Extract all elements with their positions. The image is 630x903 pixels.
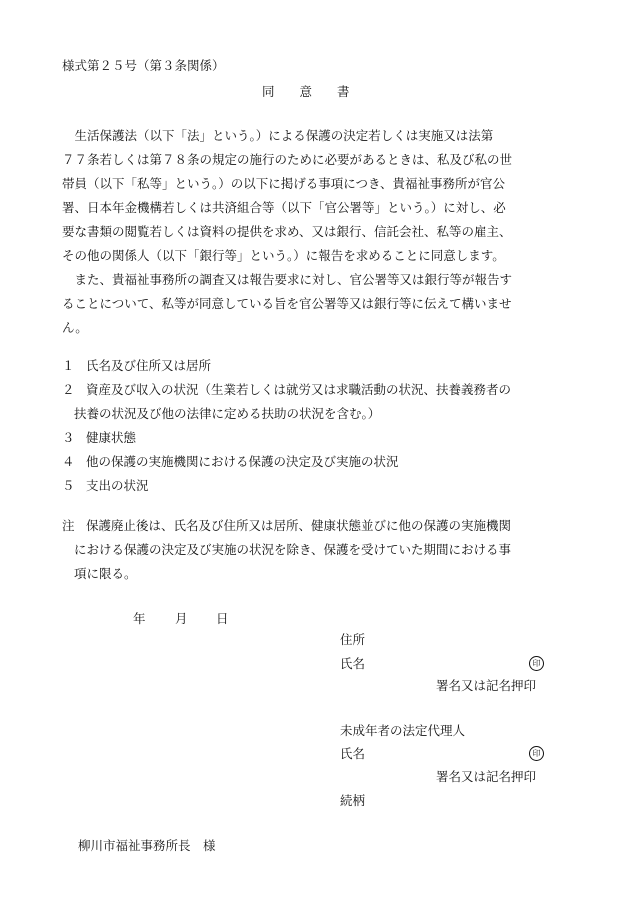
seal-mark: 印	[529, 656, 544, 671]
list-item	[62, 354, 562, 378]
note-text: における保護の決定及び実施の状況を除き、保護を受けていた期間における事	[74, 542, 512, 557]
body-line: ７７条若しくは第７８条の規定の施行のために必要があるときは、私及び私の世	[62, 152, 513, 167]
guardian-signature-note: 署名又は記名押印	[436, 769, 537, 784]
address-label: 住所	[340, 632, 366, 647]
item-text: 健康状態	[86, 430, 137, 445]
note-line	[62, 514, 562, 538]
date-year-label: 年	[133, 611, 146, 626]
list-item-continuation	[62, 402, 562, 426]
item-text: 支出の状況	[86, 478, 149, 493]
list-item	[62, 450, 562, 474]
guardian-seal-mark: 印	[529, 746, 544, 761]
item-number: １	[62, 358, 75, 373]
form-number: 様式第２５号（第３条関係）	[62, 58, 225, 73]
date-month-label: 月	[175, 611, 188, 626]
item-number: ５	[62, 478, 75, 493]
item-number: ４	[62, 454, 75, 469]
note-label: 注	[62, 518, 75, 533]
body-line: ることについて、私等が同意している旨を官公署等又は銀行等に伝えて構いませ	[62, 296, 512, 311]
item-text: 氏名及び住所又は居所	[86, 358, 212, 373]
note-line	[62, 562, 562, 586]
list-item	[62, 378, 562, 402]
document-title: 同 意 書	[262, 84, 350, 99]
note-block	[62, 514, 562, 586]
item-number: ３	[62, 430, 75, 445]
body-line: 署、日本年金機構若しくは共済組合等（以下「官公署等」という。）に対し、必	[62, 200, 506, 215]
list-item	[62, 474, 562, 498]
addressee: 柳川市福祉事務所長 様	[78, 838, 216, 853]
date-day-label: 日	[216, 611, 229, 626]
list-item	[62, 426, 562, 450]
name-label: 氏名	[340, 656, 366, 671]
body-line: 帯員（以下「私等」という。）の以下に掲げる事項につき、貴福祉事務所が官公	[62, 176, 506, 191]
guardian-heading: 未成年者の法定代理人	[340, 723, 466, 738]
item-text: 資産及び収入の状況（生業若しくは就労又は求職活動の状況、扶養義務者の	[86, 382, 512, 397]
body-line: 生活保護法（以下「法」という。）による保護の決定若しくは実施又は法第	[62, 128, 494, 143]
body-text	[62, 124, 562, 340]
item-number: ２	[62, 382, 75, 397]
item-text: 扶養の状況及び他の法律に定める扶助の状況を含む。）	[74, 406, 381, 421]
body-line: 要な書類の閲覧若しくは資料の提供を求め、又は銀行、信託会社、私等の雇主、	[62, 224, 512, 239]
item-list	[62, 354, 562, 498]
note-text: 保護廃止後は、氏名及び住所又は居所、健康状態並びに他の保護の実施機関	[86, 518, 512, 533]
item-text: 他の保護の実施機関における保護の決定及び実施の状況	[86, 454, 399, 469]
note-line	[62, 538, 562, 562]
body-line: また、貴福祉事務所の調査又は報告要求に対し、官公署等又は銀行等が報告す	[62, 272, 513, 287]
guardian-name-label: 氏名	[340, 746, 366, 761]
body-line: ん。	[62, 320, 88, 335]
note-text: 項に限る。	[74, 566, 137, 581]
body-line: その他の関係人（以下「銀行等」という。）に報告を求めることに同意します。	[62, 248, 505, 263]
signature-note: 署名又は記名押印	[436, 678, 537, 693]
relation-label: 続柄	[340, 793, 366, 808]
